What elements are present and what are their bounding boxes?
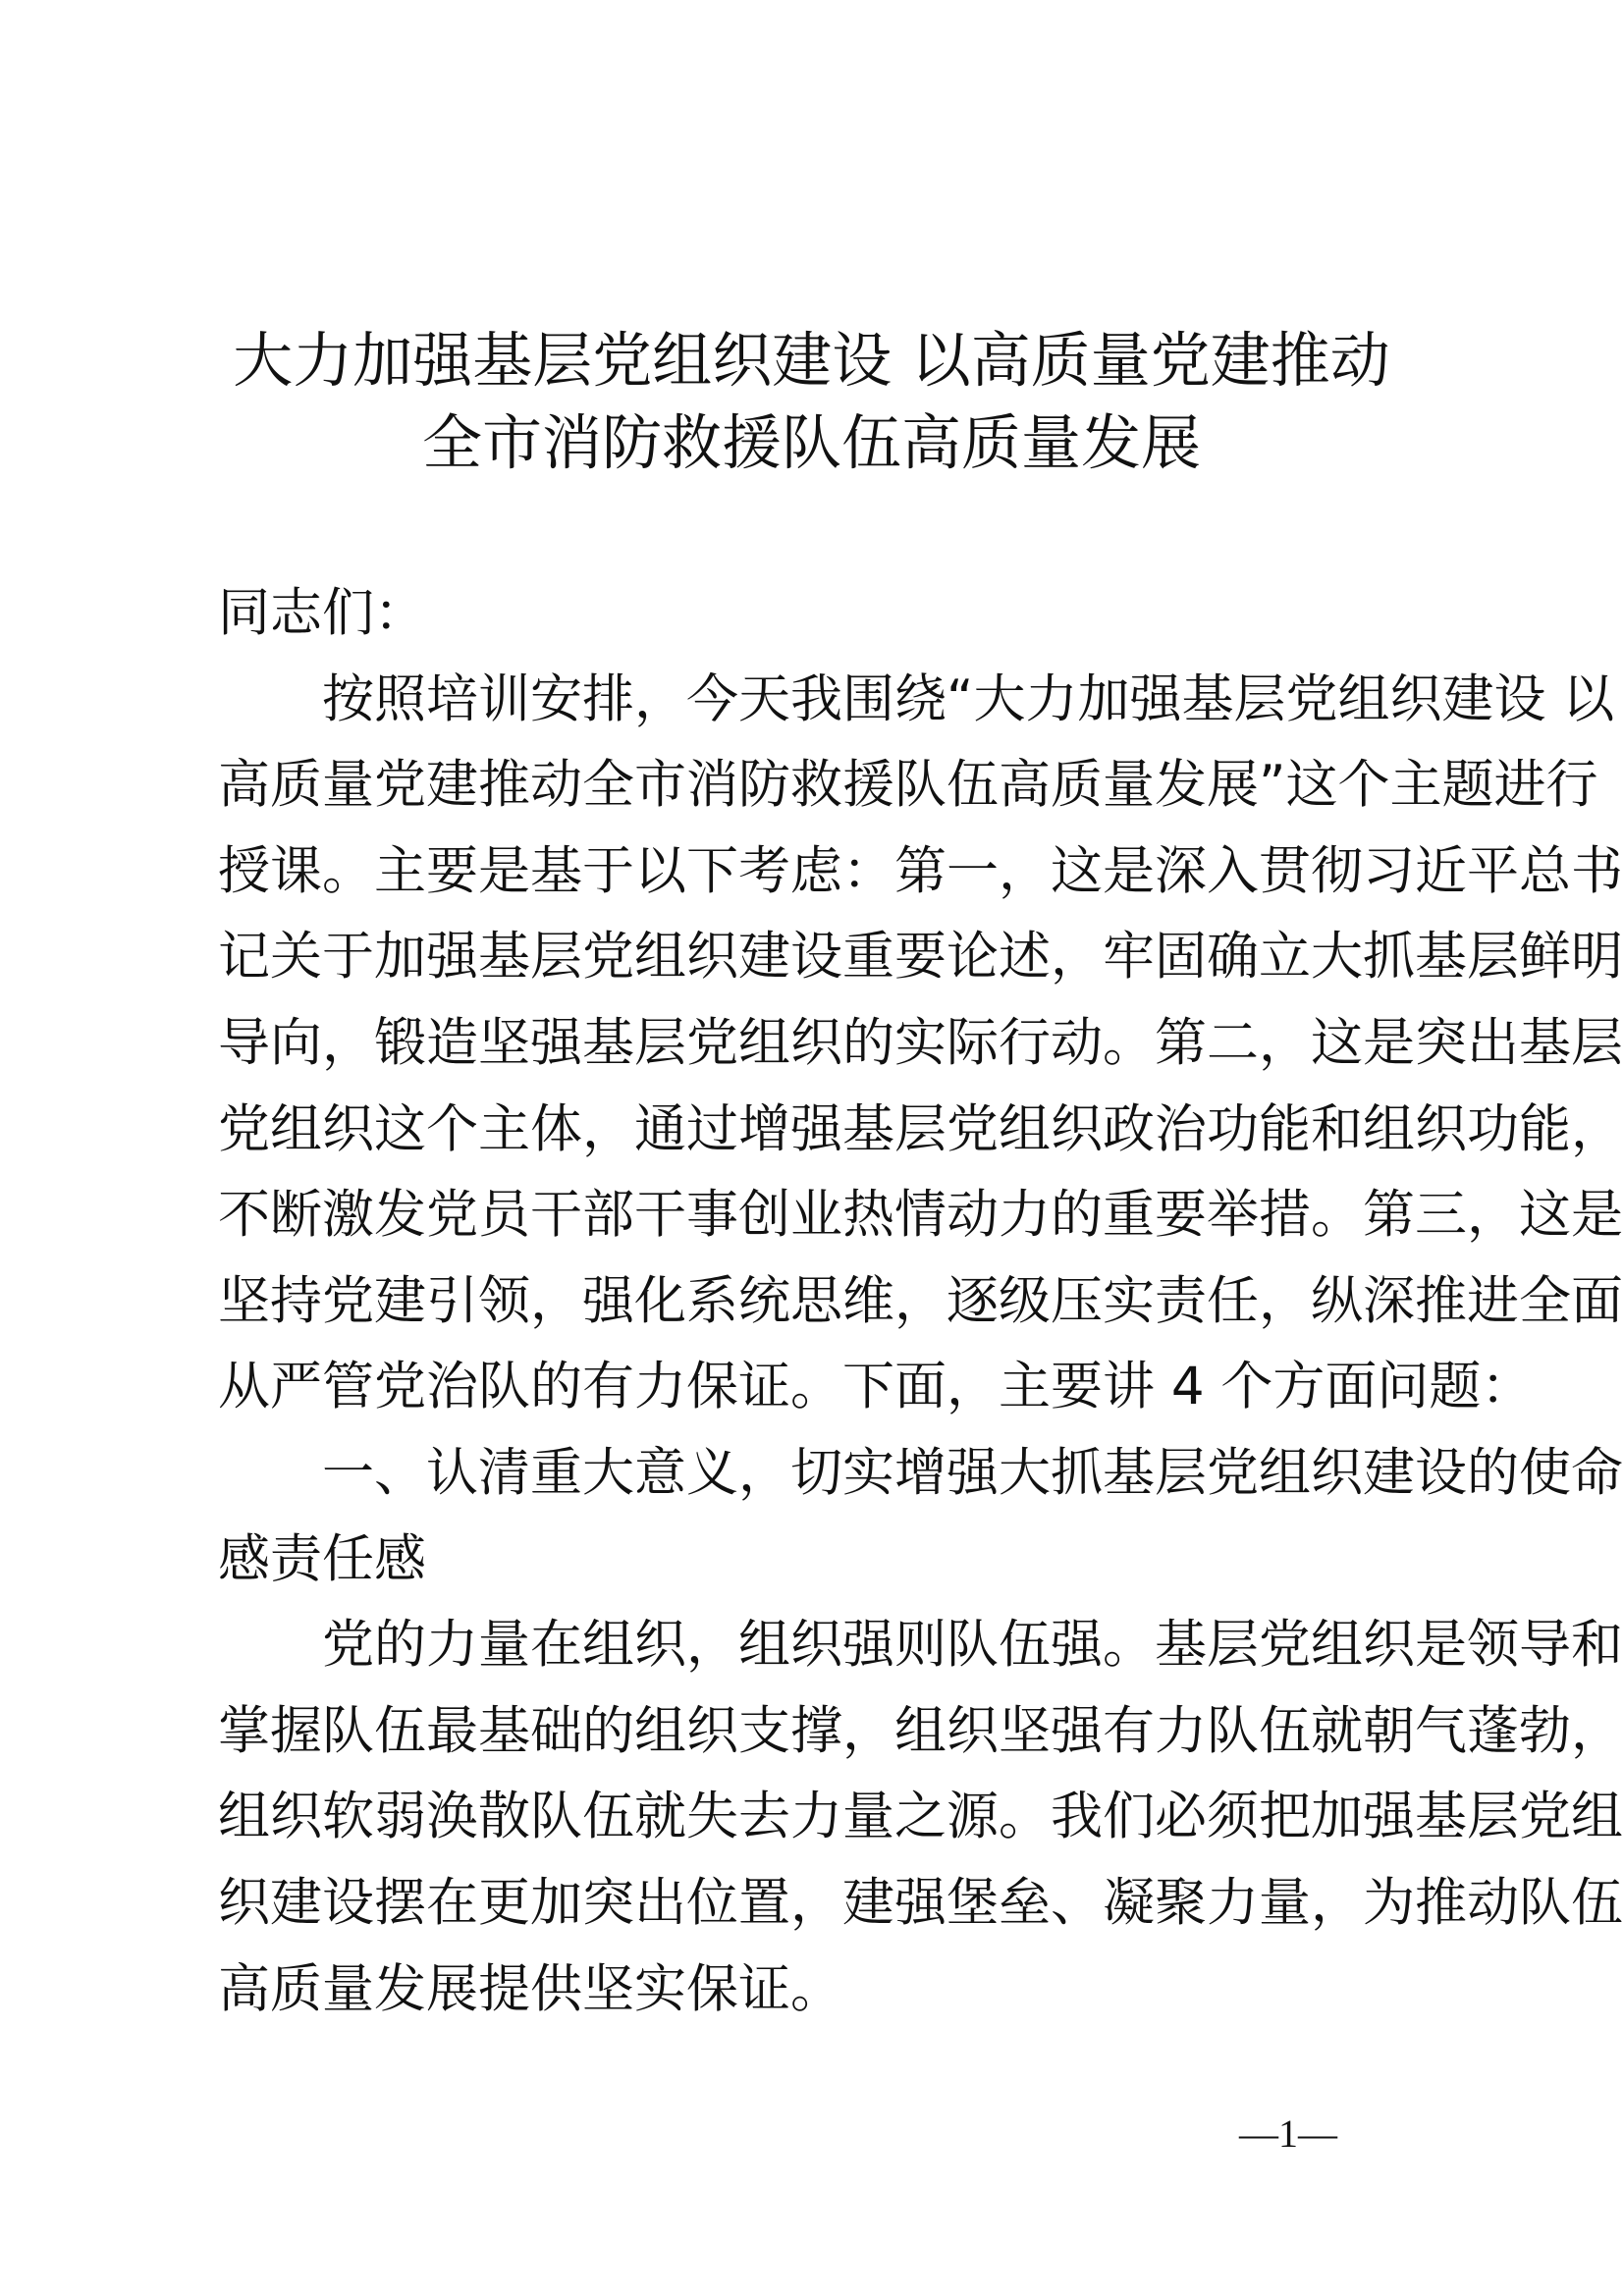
paragraph-section-1 — [218, 1602, 1623, 2032]
text-line: 党组织这个主体，通过增强基层党组织政治功能和组织功能， — [218, 1098, 1623, 1159]
text-line: 掌握队伍最基础的组织支撑，组织坚强有力队伍就朝气蓬勃， — [218, 1700, 1623, 1761]
document-title-line-2: 全市消防救援队伍高质量发展 — [421, 408, 1201, 478]
document-title-line-1: 大力加强基层党组织建设 以高质量党建推动 — [233, 326, 1390, 396]
text-line: 授课。主要是基于以下考虑：第一，这是深入贯彻习近平总书 — [218, 840, 1623, 901]
text-line: 感责任感 — [218, 1528, 426, 1589]
text-line: 导向，锻造坚强基层党组织的实际行动。第二，这是突出基层 — [218, 1012, 1623, 1073]
page-number: —1— — [1239, 2111, 1337, 2156]
document-body — [218, 570, 1623, 2032]
text-line: 高质量发展提供坚实保证。 — [218, 1958, 842, 2019]
text-line: 不断激发党员干部干事创业热情动力的重要举措。第三，这是 — [218, 1185, 1623, 1246]
text-line: 一、认清重大意义，切实增强大抓基层党组织建设的使命 — [322, 1442, 1623, 1503]
salutation: 同志们： — [218, 583, 426, 643]
text-line: 记关于加强基层党组织建设重要论述，牢固确立大抓基层鲜明 — [218, 927, 1623, 988]
section-heading-1 — [218, 1430, 1623, 1602]
text-line: 按照培训安排，今天我围绕“大力加强基层党组织建设 以 — [322, 668, 1615, 729]
text-line: 从严管党治队的有力保证。下面，主要讲 4 个方面问题： — [218, 1357, 1534, 1417]
paragraph-intro — [218, 657, 1623, 1430]
text-line: 组织软弱涣散队伍就失去力量之源。我们必须把加强基层党组 — [218, 1787, 1623, 1847]
text-line: 织建设摆在更加突出位置，建强堡垒、凝聚力量，为推动队伍 — [218, 1872, 1623, 1933]
text-line: 坚持党建引领，强化系统思维，逐级压实责任，纵深推进全面 — [218, 1270, 1623, 1331]
text-line: 高质量党建推动全市消防救援队伍高质量发展”这个主题进行 — [218, 755, 1598, 816]
text-line: 党的力量在组织，组织强则队伍强。基层党组织是领导和 — [322, 1615, 1623, 1676]
